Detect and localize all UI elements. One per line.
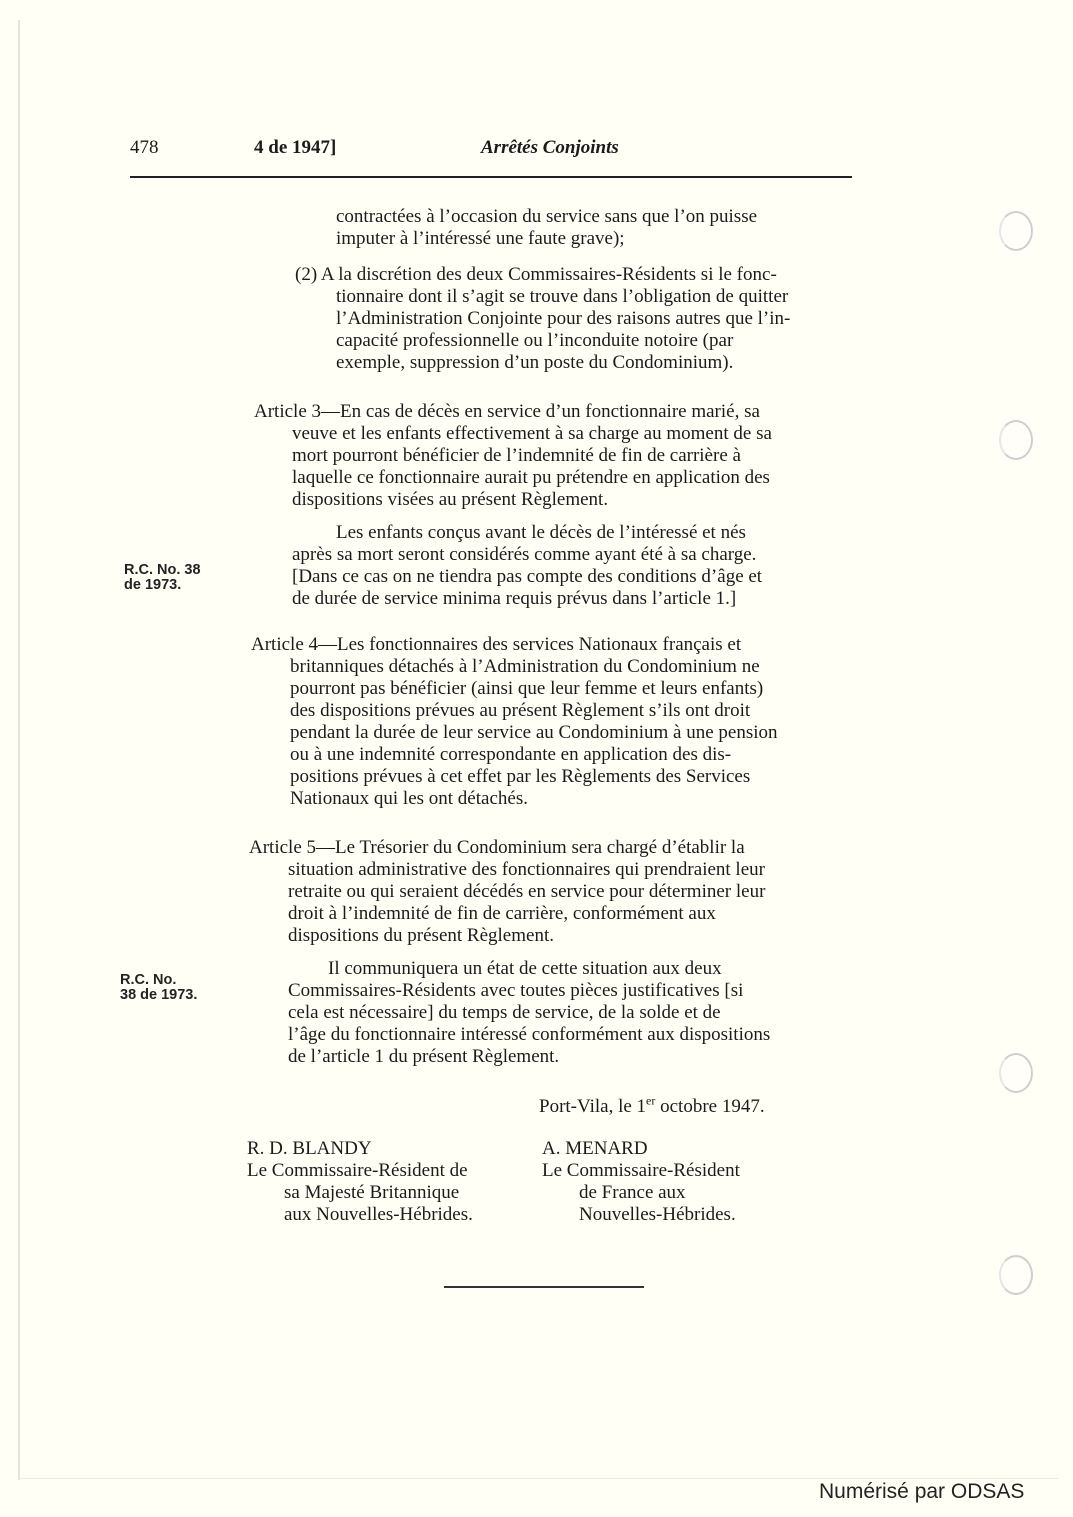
punch-hole — [999, 1053, 1033, 1093]
punch-hole — [999, 211, 1033, 251]
header-rule — [130, 176, 852, 178]
item-2-paragraph: tionnaire dont il s’agit se trouve dans l’obligation de quitter l’Administration Conjointe pour des raisons autres que l’in- capacité professionnelle ou l’inconduite notoire (par exemple, suppression d’un poste du Condominium). — [336, 286, 791, 373]
header-title: Arrêtés Conjoints — [481, 137, 619, 158]
article-5-paragraph: situation administrative des fonctionnaires qui prendraient leur retraite ou qui seraient décédés en service pour déterminer leur droit à l’indemnité de fin de carrière, conformément aux dispositions du présent Règlement. — [288, 859, 766, 946]
digitized-by-credit: Numérisé par ODSAS — [819, 1480, 1025, 1503]
article-5-first-line: Article 5—Le Trésorier du Condominium sera chargé d’établir la — [249, 837, 745, 858]
continuation-paragraph: contractées à l’occasion du service sans que l’on puisse imputer à l’intéressé une faute grave); — [336, 206, 758, 249]
margin-note-rc-1: R.C. No. 38 de 1973. — [124, 562, 201, 593]
scan-edge — [18, 20, 20, 1480]
article-5-second-paragraph: Commissaires-Résidents avec toutes pièces justificatives [si cela est nécessaire] du temps de service, de la solde et de l’âge du fonctionnaire intéressé conformément aux dispositions de l’article 1 du présent Règlement. — [288, 980, 771, 1067]
article-3-paragraph: veuve et les enfants effectivement à sa charge au moment de sa mort pourront bénéficier de l’indemnité de fin de carrière à laquelle ce fonctionnaire aurait pu prétendre en application des dispositions visées au présent Règlement. — [292, 423, 772, 510]
article-5-second-para-first-line: Il communiquera un état de cette situation aux deux — [328, 958, 722, 979]
page-number: 478 — [130, 137, 159, 158]
signatory-name-british: R. D. BLANDY — [247, 1138, 372, 1159]
signature-french: A. MENARD Le Commissaire-Résident de France aux Nouvelles-Hébrides. — [542, 1138, 740, 1225]
article-4-paragraph: britanniques détachés à l’Administration du Condominium ne pourront pas bénéficier (ainsi que leur femme et leurs enfants) des dispositions prévues au présent Règlement s’ils ont droit pendant la durée de leur service au Condominium à une pension ou à une indemnité correspondante en application des dis- positions prévues à cet effet par les Règlements des Services Nationaux qui les ont détachés. — [290, 656, 778, 809]
article-4-first-line: Article 4—Les fonctionnaires des services Nationaux français et — [251, 634, 742, 655]
punch-hole — [999, 420, 1033, 460]
article-3-second-paragraph: après sa mort seront considérés comme ayant été à sa charge. [Dans ce cas on ne tiendra pas compte des conditions d’âge et de durée de service minima requis prévus dans l’article 1.] — [292, 544, 763, 609]
end-rule — [444, 1286, 644, 1288]
signatory-name-french: A. MENARD — [542, 1138, 648, 1159]
article-3-second-para-first-line: Les enfants conçus avant le décès de l’intéressé et nés — [336, 522, 746, 543]
place-date: Port-Vila, le 1er octobre 1947. — [539, 1093, 765, 1117]
item-2-first-line: (2) A la discrétion des deux Commissaires-Résidents si le fonc- — [295, 264, 777, 285]
article-3-first-line: Article 3—En cas de décès en service d’un fonctionnaire marié, sa — [254, 401, 760, 422]
header-year: 4 de 1947] — [254, 137, 337, 158]
scan-edge-bottom — [18, 1478, 1058, 1479]
punch-hole — [999, 1255, 1033, 1295]
margin-note-rc-2: R.C. No. 38 de 1973. — [120, 972, 198, 1003]
signature-british: R. D. BLANDY Le Commissaire-Résident de sa Majesté Britannique aux Nouvelles-Hébrides. — [247, 1138, 473, 1225]
